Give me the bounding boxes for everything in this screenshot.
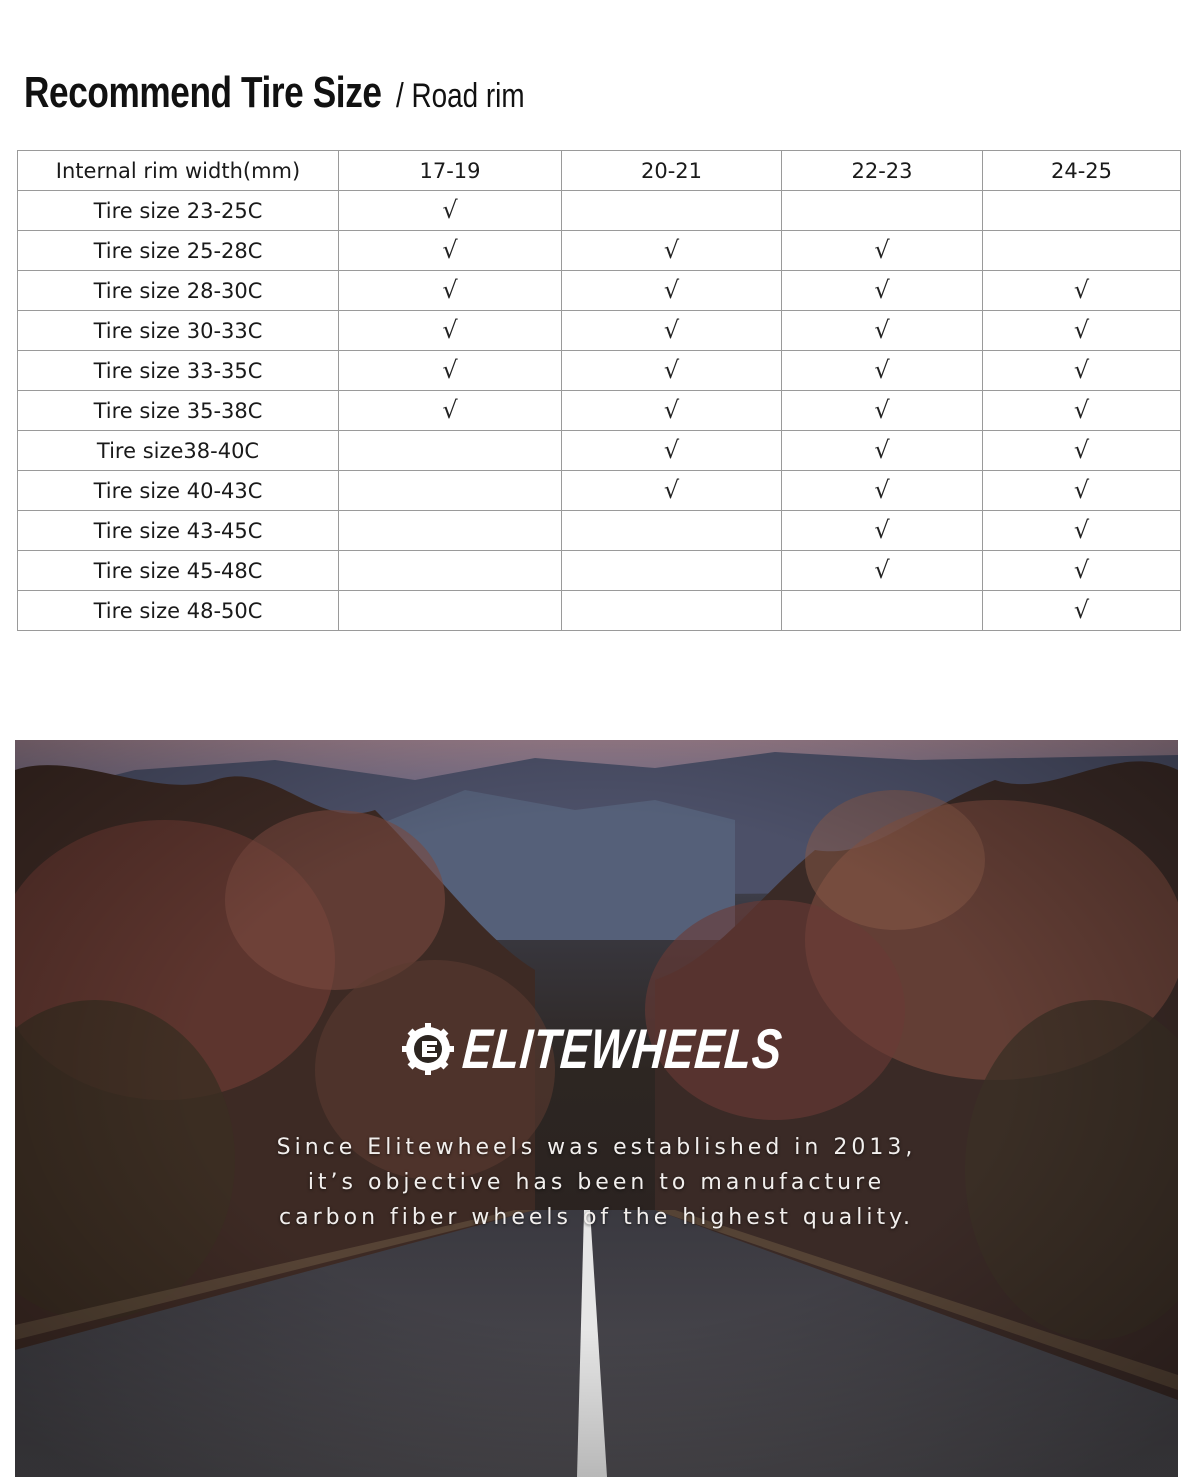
tire-size-label: Tire size 48-50C [18,591,339,631]
check-mark-icon: √ [663,316,680,344]
compatibility-cell [562,231,782,271]
compatibility-cell [782,591,983,631]
page-title: Recommend Tire Size [24,68,382,117]
check-mark-icon: √ [663,356,680,384]
tire-size-label: Tire size38-40C [18,431,339,471]
check-mark-icon: √ [663,396,680,424]
compatibility-cell [983,191,1181,231]
compatibility-cell [983,271,1181,311]
compatibility-cell [983,391,1181,431]
check-mark-icon: √ [663,436,680,464]
tire-size-label: Tire size 45-48C [18,551,339,591]
check-mark-icon: √ [874,356,890,384]
check-mark-icon: √ [442,316,458,344]
compatibility-cell [782,271,983,311]
tagline-line: Since Elitewheels was established in 2013, [276,1135,917,1160]
check-mark-icon: √ [442,276,458,304]
table-row [18,431,1181,471]
check-mark-icon: √ [1073,316,1090,344]
check-mark-icon: √ [874,516,890,544]
check-mark-icon: √ [442,236,458,264]
compatibility-cell [983,351,1181,391]
check-mark-icon: √ [1073,356,1090,384]
tire-size-label: Tire size 35-38C [18,391,339,431]
compatibility-cell [782,431,983,471]
compatibility-cell [339,391,562,431]
compatibility-cell [339,591,562,631]
page-subtitle: / Road rim [396,77,525,115]
compatibility-cell [339,271,562,311]
gear-e-logo-icon [401,1022,455,1076]
compatibility-cell [983,551,1181,591]
compatibility-cell [782,511,983,551]
compatibility-cell [562,471,782,511]
check-mark-icon: √ [442,396,458,424]
check-mark-icon: √ [442,356,458,384]
check-mark-icon: √ [663,276,680,304]
check-mark-icon: √ [874,556,890,584]
tire-size-label: Tire size 23-25C [18,191,339,231]
compatibility-cell [562,511,782,551]
tire-size-label: Tire size 30-33C [18,311,339,351]
tagline-line: it’s objective has been to manufacture [307,1170,886,1195]
tire-size-label: Tire size 40-43C [18,471,339,511]
tire-size-label: Tire size 25-28C [18,231,339,271]
table-row [18,471,1181,511]
check-mark-icon: √ [442,196,458,224]
check-mark-icon: √ [1073,396,1090,424]
check-mark-icon: √ [1073,596,1090,624]
compatibility-cell [983,471,1181,511]
table-row [18,351,1181,391]
brand-logo [15,1016,1178,1081]
check-mark-icon: √ [874,476,890,504]
check-mark-icon: √ [874,396,890,424]
compatibility-cell [782,391,983,431]
road-landscape-image [15,740,1178,1477]
tire-size-label: Tire size 28-30C [18,271,339,311]
compatibility-cell [562,431,782,471]
compatibility-cell [562,591,782,631]
table-header-row [18,151,1181,191]
compatibility-cell [339,511,562,551]
table-row [18,511,1181,551]
compatibility-cell [339,231,562,271]
compatibility-cell [562,271,782,311]
corner-label: Internal rim width(mm) [18,151,339,191]
compatibility-cell [782,191,983,231]
table-row [18,311,1181,351]
check-mark-icon: √ [874,436,890,464]
compatibility-cell [562,351,782,391]
tire-size-label: Tire size 33-35C [18,351,339,391]
tire-size-table [17,150,1181,631]
compatibility-cell [339,191,562,231]
column-header: 22-23 [782,151,983,191]
tire-size-label: Tire size 43-45C [18,511,339,551]
check-mark-icon: √ [1073,556,1090,584]
table-row [18,271,1181,311]
hero-banner [15,740,1178,1477]
compatibility-cell [339,471,562,511]
compatibility-cell [782,351,983,391]
column-header: 17-19 [339,151,562,191]
column-header: 24-25 [983,151,1181,191]
brand-tagline [15,1130,1178,1235]
table-row [18,551,1181,591]
compatibility-cell [562,191,782,231]
section-heading [24,68,553,124]
check-mark-icon: √ [663,476,680,504]
table-row [18,231,1181,271]
tagline-line: carbon fiber wheels of the highest quality. [279,1205,914,1230]
compatibility-cell [339,311,562,351]
check-mark-icon: √ [663,236,680,264]
table-row [18,191,1181,231]
check-mark-icon: √ [874,276,890,304]
compatibility-cell [983,431,1181,471]
check-mark-icon: √ [1073,476,1090,504]
compatibility-cell [983,231,1181,271]
column-header: 20-21 [562,151,782,191]
compatibility-cell [562,551,782,591]
compatibility-cell [782,231,983,271]
compatibility-cell [983,511,1181,551]
table-row [18,391,1181,431]
table-row [18,591,1181,631]
compatibility-cell [782,471,983,511]
compatibility-cell [339,351,562,391]
compatibility-cell [782,311,983,351]
check-mark-icon: √ [1073,276,1090,304]
compatibility-cell [983,311,1181,351]
compatibility-cell [562,391,782,431]
compatibility-cell [983,591,1181,631]
check-mark-icon: √ [1073,436,1090,464]
check-mark-icon: √ [874,316,890,344]
compatibility-cell [562,311,782,351]
check-mark-icon: √ [874,236,890,264]
compatibility-cell [782,551,983,591]
compatibility-cell [339,551,562,591]
compatibility-cell [339,431,562,471]
check-mark-icon: √ [1073,516,1090,544]
brand-name: ELITEWHEELS [459,1017,785,1080]
